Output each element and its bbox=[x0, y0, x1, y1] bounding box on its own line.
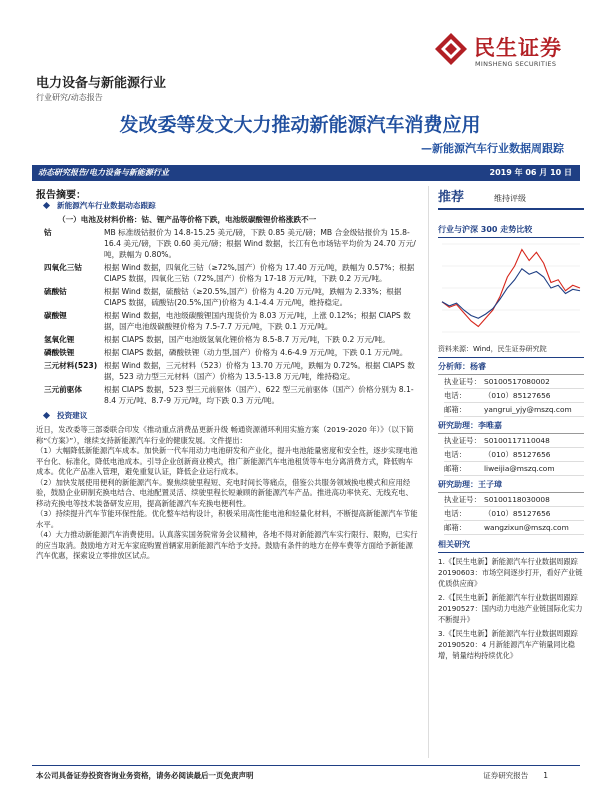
info-label: 执业证号： bbox=[444, 436, 481, 445]
price-item: 钴 bbox=[44, 228, 52, 237]
analyst-name: 研究助理：李唯嘉 bbox=[438, 420, 584, 434]
rating-note: 维持评级 bbox=[494, 194, 527, 203]
chart-title: 行业与沪深 300 走势比较 bbox=[438, 224, 584, 238]
logo-en: MINSHENG SECURITIES bbox=[475, 60, 557, 68]
summary-body bbox=[36, 199, 420, 562]
footer-disclaimer: 本公司具备证券投资咨询业务资格，请务必阅读最后一页免责声明 bbox=[36, 771, 254, 780]
price-detail: 根据 CIAPS 数据，国产电池级氢氧化锂价格为 8.5-8.7 万元/吨，下跌 0.2 万元/吨。 bbox=[104, 335, 390, 344]
info-value: （010）85127656 bbox=[484, 391, 551, 400]
price-item: 硫酸钴 bbox=[44, 287, 67, 296]
rating-value: 推荐 bbox=[438, 190, 465, 205]
analyst-block bbox=[438, 479, 584, 535]
info-label: 执业证号： bbox=[444, 377, 481, 386]
info-value[interactable]: wangzixun@mszq.com bbox=[484, 523, 569, 532]
chart-source: 资料来源：Wind，民生证券研究院 bbox=[438, 344, 584, 358]
price-detail: 根据 Wind 数据，硫酸钴（≥20.5%,国产）价格为 4.20 万元/吨，跌幅为 2.33%；根据 CIAPS 数据，硫酸钴(20.5%,国产)价格为 4.1-4.4 万元/吨，维持稳定。 bbox=[104, 287, 402, 307]
info-value[interactable]: liweijia@mszq.com bbox=[484, 464, 555, 473]
info-label: 执业证号： bbox=[444, 495, 481, 504]
band-category: 动态研究报告/电力设备与新能源行业 bbox=[38, 168, 169, 177]
price-row bbox=[36, 334, 420, 345]
analyst-info-row bbox=[444, 434, 584, 448]
analyst-info-row bbox=[444, 462, 584, 476]
price-detail: 根据 CIAPS 数据，523 型三元前驱体（国产）、622 型三元前驱体（国产）价格分别为 8.1-8.4 万元/吨、8.7-9 万元/吨，均下跌 0.3 万元/吨。 bbox=[104, 385, 414, 405]
report-title: 发改委等发文大力推动新能源汽车消费应用 bbox=[119, 114, 481, 136]
column-divider bbox=[428, 186, 429, 758]
price-row bbox=[36, 227, 420, 260]
summary-heading: 报告摘要： bbox=[36, 190, 86, 201]
report-type: 行业研究/动态报告 bbox=[36, 93, 103, 102]
analyst-info-row bbox=[444, 375, 584, 389]
analyst-info-row bbox=[444, 403, 584, 417]
price-item: 四氧化三钴 bbox=[44, 263, 82, 272]
diamond-bullet-icon bbox=[43, 202, 50, 209]
section-title: 新能源汽车行业数据动态跟踪 bbox=[57, 201, 156, 210]
related-report[interactable]: 2.《【民生电新】新能源汽车行业数据周跟踪 20190527：国内动力电池产业链国际化实力不断提升》 bbox=[438, 593, 583, 624]
footer-page: 证券研究报告 1 bbox=[483, 771, 548, 780]
minsheng-logo bbox=[434, 30, 584, 80]
related-heading: 相关研究 bbox=[438, 539, 584, 553]
price-item: 磷酸铁锂 bbox=[44, 348, 75, 357]
section-investment bbox=[36, 410, 420, 421]
info-label: 邮箱： bbox=[444, 523, 467, 532]
industry-title: 电力设备与新能源行业 bbox=[36, 76, 167, 91]
price-row bbox=[36, 286, 420, 308]
info-value: S0100117110048 bbox=[484, 436, 550, 445]
price-detail: MB 标准级钴报价为 14.8-15.25 美元/磅，下跌 0.85 美元/磅；MB 合金级钴报价为 15.8-16.4 美元/磅，下跌 0.60 美元/磅；根据 Wind 数据，长江有色市场钴平均价为 24.70 万元/吨，跌幅为 0.80%。 bbox=[104, 228, 416, 259]
info-label: 电话： bbox=[444, 509, 467, 518]
info-value: （010）85127656 bbox=[484, 450, 551, 459]
band-date: 2019 年 06 月 10 日 bbox=[489, 168, 572, 177]
trend-chart bbox=[438, 238, 584, 338]
paragraph: （2）加快发展使用便利的新能源汽车。聚焦续驶里程短、充电时间长等痛点，借鉴公共服务领域换电模式和应用经验，鼓励企业研制充换电结合、电池配置灵活、续驶里程长短兼顾的新能源汽车产品。推进高功率快充、无线充电、移动充换电等技术装备研发应用，提高新能源汽车充换电便利性。 bbox=[36, 477, 413, 508]
diamond-bullet-icon bbox=[43, 412, 50, 419]
price-detail: 根据 CIAPS 数据，磷酸铁锂（动力型,国产）价格为 4.6-4.9 万元/吨，下跌 0.1 万元/吨。 bbox=[104, 348, 408, 357]
info-label: 电话： bbox=[444, 450, 467, 459]
analyst-name: 研究助理：王子璋 bbox=[438, 479, 584, 493]
info-label: 邮箱： bbox=[444, 464, 467, 473]
rating bbox=[438, 186, 584, 210]
related-report[interactable]: 3.《【民生电新】新能源汽车行业数据周跟踪 20190520：4 月新能源汽车产销量同比稳增，销量结构持续优化》 bbox=[438, 629, 578, 660]
price-subheading: （一）电池及材料价格：钴、锂产品等价格下跌，电池级碳酸锂价格涨跌不一 bbox=[58, 215, 317, 224]
paragraph: （4）大力推动新能源汽车消费使用。认真落实国务院常务会议精神，各地不得对新能源汽车实行限行、限购，已实行的应当取消。鼓励地方对无车家庭购置首辆家用新能源汽车给予支持。鼓励有条件的地方在停车费等方面给予新能源汽车优惠，探索设立零排放区试点。 bbox=[36, 530, 418, 560]
price-row bbox=[36, 360, 420, 382]
analyst-name: 分析师：杨睿 bbox=[438, 361, 584, 375]
price-row bbox=[36, 262, 420, 284]
price-detail: 根据 Wind 数据，三元材料（523）价格为 13.70 万元/吨，跌幅为 0.72%。根据 CIAPS 数据，523 动力型三元材料（国产）价格为 13.5-13.8 万元/吨，维持稳定。 bbox=[104, 361, 415, 381]
footer-rule bbox=[32, 765, 580, 766]
info-value[interactable]: yangrui_yjy@mszq.com bbox=[484, 405, 572, 414]
price-row bbox=[36, 347, 420, 358]
analyst-block bbox=[438, 361, 584, 417]
price-detail: 根据 Wind 数据，四氧化三钴（≥72%,国产）价格为 17.40 万元/吨，跌幅为 0.57%；根据 CIAPS 数据，四氧化三钴（72%,国产）价格为 17-18 万元/吨，下跌 0.2 万元/吨。 bbox=[104, 263, 415, 283]
analyst-info-row bbox=[444, 507, 584, 521]
analyst-block bbox=[438, 420, 584, 476]
price-item: 三元材料(523) bbox=[44, 361, 98, 370]
section-data-tracking bbox=[36, 200, 420, 211]
category-band bbox=[32, 165, 580, 181]
price-item: 三元前驱体 bbox=[44, 385, 82, 394]
analyst-info-row bbox=[444, 521, 584, 535]
logo-cn: 民生证券 bbox=[474, 36, 562, 60]
paragraph: 近日，发改委等三部委联合印发《推动重点消费品更新升级 畅通资源循环利用实施方案（2019-2020 年）》（以下简称“《方案》”），继续支持新能源汽车行业的健康发展。文件提出： bbox=[36, 425, 414, 445]
analyst-info-row bbox=[444, 493, 584, 507]
related-report[interactable]: 1.《【民生电新】新能源汽车行业数据周跟踪 20190603：市场空间逐步打开，看好产业链优质供应商》 bbox=[438, 557, 583, 588]
price-item: 氢氧化锂 bbox=[44, 335, 75, 344]
report-subtitle: —新能源汽车行业数据周跟踪 bbox=[421, 142, 564, 155]
price-row bbox=[36, 384, 420, 406]
analyst-info-row bbox=[444, 389, 584, 403]
info-value: S0100517080002 bbox=[484, 377, 550, 386]
price-row bbox=[36, 310, 420, 332]
info-value: S0100118030008 bbox=[484, 495, 550, 504]
info-label: 邮箱： bbox=[444, 405, 467, 414]
section-title: 投资建议 bbox=[57, 411, 88, 420]
price-detail: 根据 Wind 数据，电池级碳酸锂国内现货价为 8.03 万元/吨，上涨 0.12%；根据 CIAPS 数据，国产电池级碳酸锂价格为 7.5-7.7 万元/吨，下跌 0.1 万元/吨。 bbox=[104, 311, 411, 331]
info-label: 电话： bbox=[444, 391, 467, 400]
info-value: （010）85127656 bbox=[484, 509, 551, 518]
investment-text bbox=[36, 425, 420, 562]
analyst-info-row bbox=[444, 448, 584, 462]
price-item: 碳酸锂 bbox=[44, 311, 67, 320]
paragraph: （3）持续提升汽车节能环保性能。优化整车结构设计，积极采用高性能电池和轻量化材料，不断提高新能源汽车节能水平。 bbox=[36, 509, 418, 529]
sidebar bbox=[438, 186, 584, 661]
paragraph: （1）大幅降低新能源汽车成本。加快新一代车用动力电池研发和产业化，提升电池能量密度和安全性，逐步实现电池平台化、标准化，降低电池成本。引导企业创新商业模式，推广新能源汽车电池租赁等车电分离消费方式，降低购车成本。优化产品准入管理，避免重复认证，降低企业运行成本。 bbox=[36, 446, 418, 476]
logo-mark-icon bbox=[434, 32, 468, 66]
